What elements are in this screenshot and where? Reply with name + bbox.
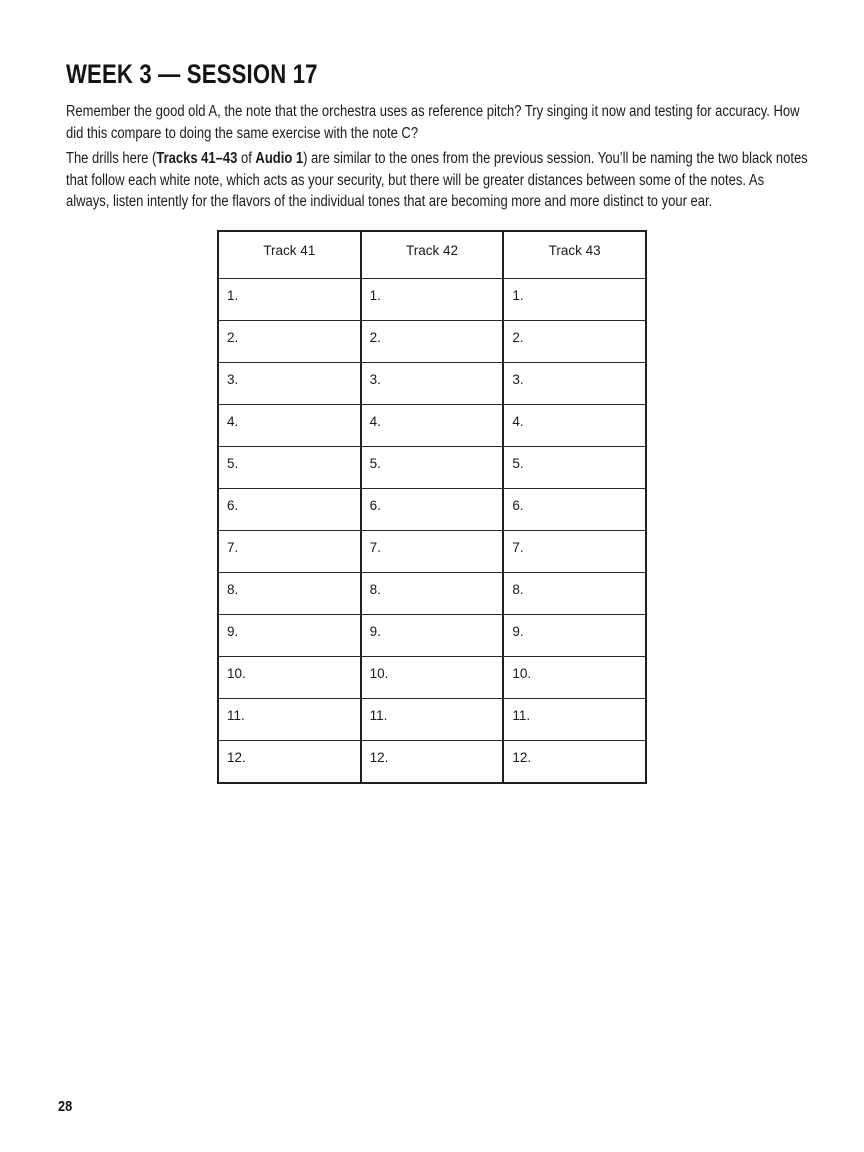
table-row	[218, 741, 646, 784]
answer-cell[interactable]	[218, 321, 361, 363]
answer-cell[interactable]	[503, 741, 646, 784]
table-header	[218, 231, 646, 279]
row-number: 9.	[512, 624, 524, 639]
answer-cell[interactable]	[503, 279, 646, 321]
instructions-paragraph	[66, 148, 810, 213]
row-number: 4.	[227, 414, 239, 429]
row-number: 9.	[369, 624, 381, 639]
answer-cell[interactable]	[218, 741, 361, 784]
row-number: 1.	[512, 288, 524, 303]
row-number: 1.	[369, 288, 381, 303]
row-number: 11.	[512, 708, 531, 723]
answer-sheet-table	[217, 230, 647, 784]
row-number: 9.	[227, 624, 239, 639]
row-number: 11.	[369, 708, 388, 723]
answer-cell[interactable]	[218, 279, 361, 321]
answer-cell[interactable]	[503, 447, 646, 489]
column-header-track-41	[218, 231, 361, 279]
row-number: 7.	[227, 540, 239, 555]
table-row	[218, 405, 646, 447]
row-number: 12.	[227, 750, 246, 765]
answer-cell[interactable]	[361, 699, 504, 741]
row-number: 10.	[227, 666, 246, 681]
column-header-label: Track 41	[263, 243, 316, 258]
answer-cell[interactable]	[361, 741, 504, 784]
row-number: 5.	[512, 456, 524, 471]
table-row	[218, 615, 646, 657]
table-row	[218, 489, 646, 531]
row-number: 3.	[512, 372, 524, 387]
answer-cell[interactable]	[361, 279, 504, 321]
row-number: 6.	[369, 498, 381, 513]
answer-cell[interactable]	[361, 405, 504, 447]
row-number: 2.	[369, 330, 381, 345]
answer-cell[interactable]	[361, 657, 504, 699]
row-number: 10.	[512, 666, 532, 681]
row-number: 2.	[227, 330, 239, 345]
row-number: 2.	[512, 330, 524, 345]
table-row	[218, 573, 646, 615]
tracks-reference: Tracks 41–43	[156, 150, 238, 168]
row-number: 6.	[227, 498, 239, 513]
row-number: 12.	[512, 750, 532, 765]
table-row	[218, 531, 646, 573]
row-number: 10.	[369, 666, 389, 681]
answer-cell[interactable]	[361, 573, 504, 615]
answer-cell[interactable]	[361, 447, 504, 489]
answer-cell[interactable]	[503, 699, 646, 741]
answer-cell[interactable]	[503, 657, 646, 699]
row-number: 7.	[369, 540, 381, 555]
answer-cell[interactable]	[218, 699, 361, 741]
row-number: 3.	[369, 372, 381, 387]
answer-cell[interactable]	[361, 321, 504, 363]
answer-cell[interactable]	[218, 363, 361, 405]
table-row	[218, 657, 646, 699]
answer-cell[interactable]	[503, 321, 646, 363]
row-number: 5.	[227, 456, 239, 471]
row-number: 8.	[369, 582, 381, 597]
column-header-label: Track 43	[548, 243, 601, 258]
column-header-track-42	[361, 231, 504, 279]
answer-cell[interactable]	[218, 405, 361, 447]
row-number: 5.	[369, 456, 381, 471]
table-row	[218, 321, 646, 363]
row-number: 4.	[512, 414, 524, 429]
table-header-row	[218, 231, 646, 279]
row-number: 8.	[512, 582, 524, 597]
answer-cell[interactable]	[218, 531, 361, 573]
answer-cell[interactable]	[503, 363, 646, 405]
row-number: 3.	[227, 372, 239, 387]
answer-cell[interactable]	[218, 615, 361, 657]
answer-cell[interactable]	[218, 489, 361, 531]
answer-cell[interactable]	[503, 405, 646, 447]
table-body	[218, 279, 646, 784]
answer-cell[interactable]	[218, 447, 361, 489]
row-number: 12.	[369, 750, 389, 765]
instructions-text-tail: ) are similar to the ones from the previous session. You’ll be naming the two black notes that follow each white note, which acts as your security, but there will be greater distances between some of the notes. As always, listen intently for the flavors of the individual tones that are becoming more and more distinct to your ear.	[66, 150, 808, 211]
answer-cell[interactable]	[361, 615, 504, 657]
page-number: 28	[58, 1098, 73, 1115]
answer-cell[interactable]	[361, 489, 504, 531]
row-number: 6.	[512, 498, 524, 513]
answer-cell[interactable]	[503, 573, 646, 615]
instructions-text-mid: of	[237, 150, 256, 168]
table-row	[218, 447, 646, 489]
row-number: 11.	[227, 708, 245, 723]
table-row	[218, 279, 646, 321]
answer-cell[interactable]	[503, 489, 646, 531]
instructions-text-lead: The drills here (	[66, 150, 157, 168]
answer-cell[interactable]	[361, 531, 504, 573]
column-header-label: Track 42	[405, 243, 458, 258]
intro-paragraph: Remember the good old A, the note that the orchestra uses as reference pitch? Try singing it now and testing for accuracy. How did this compare to doing the same exercise with the note C?	[66, 103, 800, 142]
page-title: WEEK 3 — SESSION 17	[66, 59, 318, 90]
table-row	[218, 363, 646, 405]
table-row	[218, 699, 646, 741]
answer-cell[interactable]	[218, 657, 361, 699]
answer-cell[interactable]	[361, 363, 504, 405]
row-number: 4.	[369, 414, 381, 429]
row-number: 1.	[227, 288, 239, 303]
answer-cell[interactable]	[218, 573, 361, 615]
column-header-track-43	[503, 231, 646, 279]
row-number: 8.	[227, 582, 239, 597]
answer-cell[interactable]	[503, 615, 646, 657]
answer-cell[interactable]	[503, 531, 646, 573]
row-number: 7.	[512, 540, 524, 555]
audio-reference: Audio 1	[255, 150, 304, 168]
